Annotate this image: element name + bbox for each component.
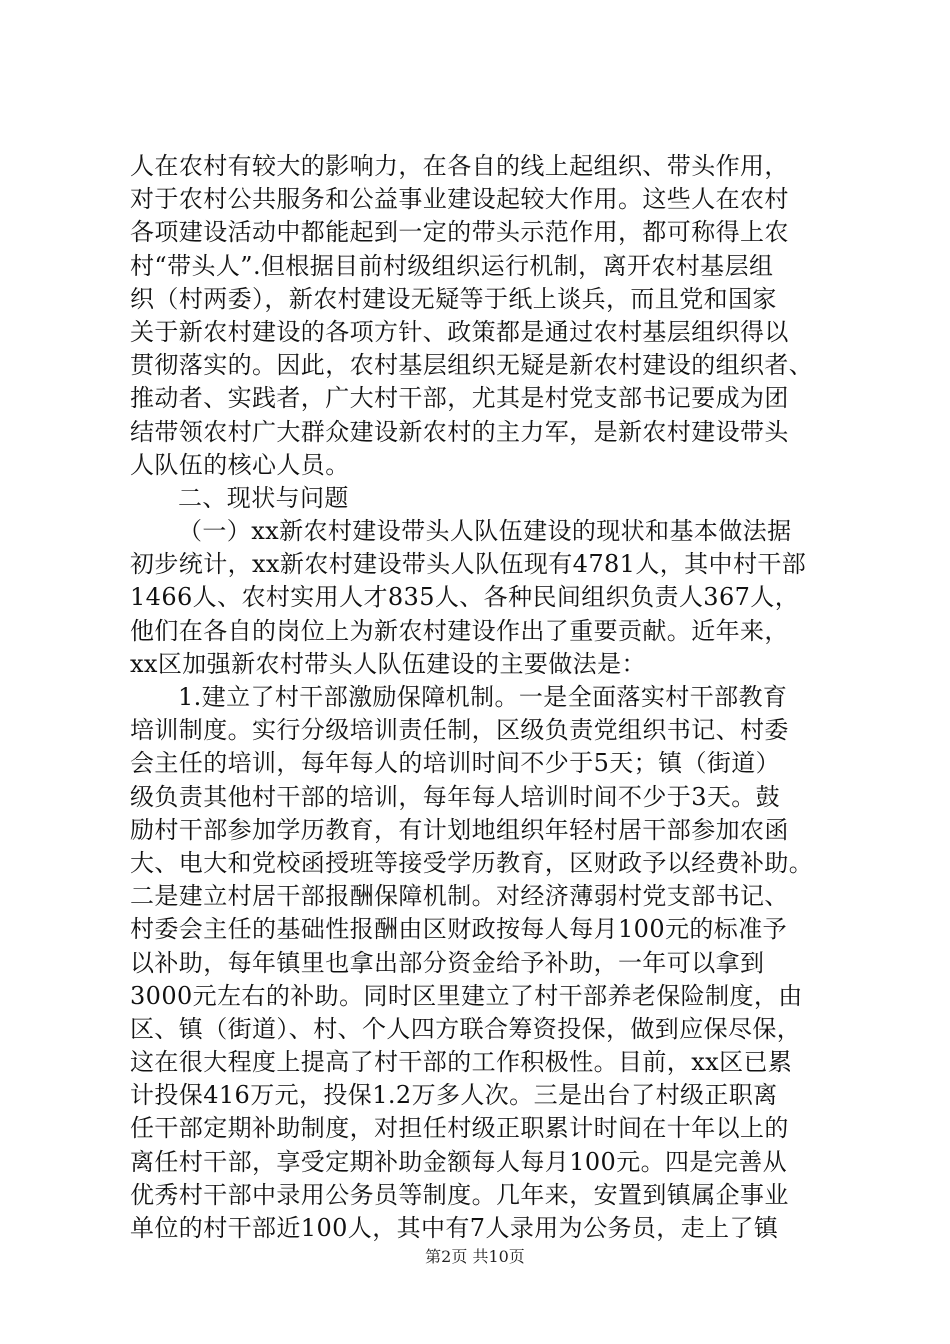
text-line: 离任村干部，享受定期补助金额每人每月100元。四是完善从: [130, 1147, 788, 1176]
text-line: 村委会主任的基础性报酬由区财政按每人每月100元的标准予: [130, 915, 788, 944]
text-line: 贯彻落实的。因此，农村基层组织无疑是新农村建设的组织者、: [130, 351, 814, 380]
text-line: 单位的村干部近100人，其中有7人录用为公务员，走上了镇: [130, 1214, 779, 1242]
paragraph: [130, 515, 830, 681]
text-line: 1.建立了村干部激励保障机制。一是全面落实村干部教育: [178, 683, 788, 711]
text-line: 区、镇（街道）、村、个人四方联合筹资投保，做到应保尽保，: [130, 1014, 802, 1043]
text-line: xx区加强新农村带头人队伍建设的主要做法是：: [130, 649, 646, 678]
text-line: （一）xx新农村建设带头人队伍建设的现状和基本做法据: [178, 517, 792, 546]
text-line: 村“带头人”.但根据目前村级组织运行机制，离开农村基层组: [130, 251, 774, 280]
paragraph: [130, 482, 830, 515]
text-line: 推动者、实践者，广大村干部，尤其是村党支部书记要成为团: [130, 384, 789, 413]
text-line: 他们在各自的岗位上为新农村建设作出了重要贡献。近年来，: [130, 616, 789, 645]
text-line: 大、电大和党校函授班等接受学历教育，区财政予以经费补助。: [130, 848, 814, 877]
text-line: 各项建设活动中都能起到一定的带头示范作用，都可称得上农: [130, 218, 789, 247]
text-line: 人队伍的核心人员。: [130, 450, 350, 479]
text-line: 二、现状与问题: [178, 483, 349, 512]
text-line: 初步统计，xx新农村建设带头人队伍现有4781人，其中村干部: [130, 550, 807, 579]
text-line: 关于新农村建设的各项方针、政策都是通过农村基层组织得以: [130, 317, 789, 346]
document-body: [130, 150, 830, 1245]
paragraph: [130, 681, 830, 1245]
text-line: 培训制度。实行分级培训责任制，区级负责党组织书记、村委: [130, 716, 789, 745]
text-line: 1466人、农村实用人才835人、各种民间组织负责人367人，: [130, 583, 800, 612]
paragraph: [130, 150, 830, 482]
text-line: 结带领农村广大群众建设新农村的主力军，是新农村建设带头: [130, 417, 789, 446]
text-line: 励村干部参加学历教育，有计划地组织年轻村居干部参加农函: [130, 815, 789, 844]
text-line: 以补助，每年镇里也拿出部分资金给予补助，一年可以拿到: [130, 948, 765, 977]
text-line: 计投保416万元，投保1.2万多人次。三是出台了村级正职离: [130, 1081, 778, 1110]
page-footer: 第2页 共10页: [425, 1247, 525, 1266]
text-line: 二是建立村居干部报酬保障机制。对经济薄弱村党支部书记、: [130, 882, 789, 911]
text-line: 优秀村干部中录用公务员等制度。几年来，安置到镇属企事业: [130, 1180, 789, 1209]
text-line: 这在很大程度上提高了村干部的工作积极性。目前，xx区已累: [130, 1048, 793, 1077]
text-line: 织（村两委），新农村建设无疑等于纸上谈兵，而且党和国家: [130, 284, 777, 313]
text-line: 级负责其他村干部的培训，每年每人培训时间不少于3天。鼓: [130, 782, 781, 811]
text-line: 会主任的培训，每年每人的培训时间不少于5天；镇（街道）: [130, 749, 781, 778]
text-line: 3000元左右的补助。同时区里建立了村干部养老保险制度，由: [130, 981, 803, 1010]
text-line: 对于农村公共服务和公益事业建设起较大作用。这些人在农村: [130, 185, 789, 214]
text-line: 任干部定期补助制度，对担任村级正职累计时间在十年以上的: [130, 1114, 789, 1143]
text-line: 人在农村有较大的影响力，在各自的线上起组织、带头作用，: [130, 152, 789, 180]
